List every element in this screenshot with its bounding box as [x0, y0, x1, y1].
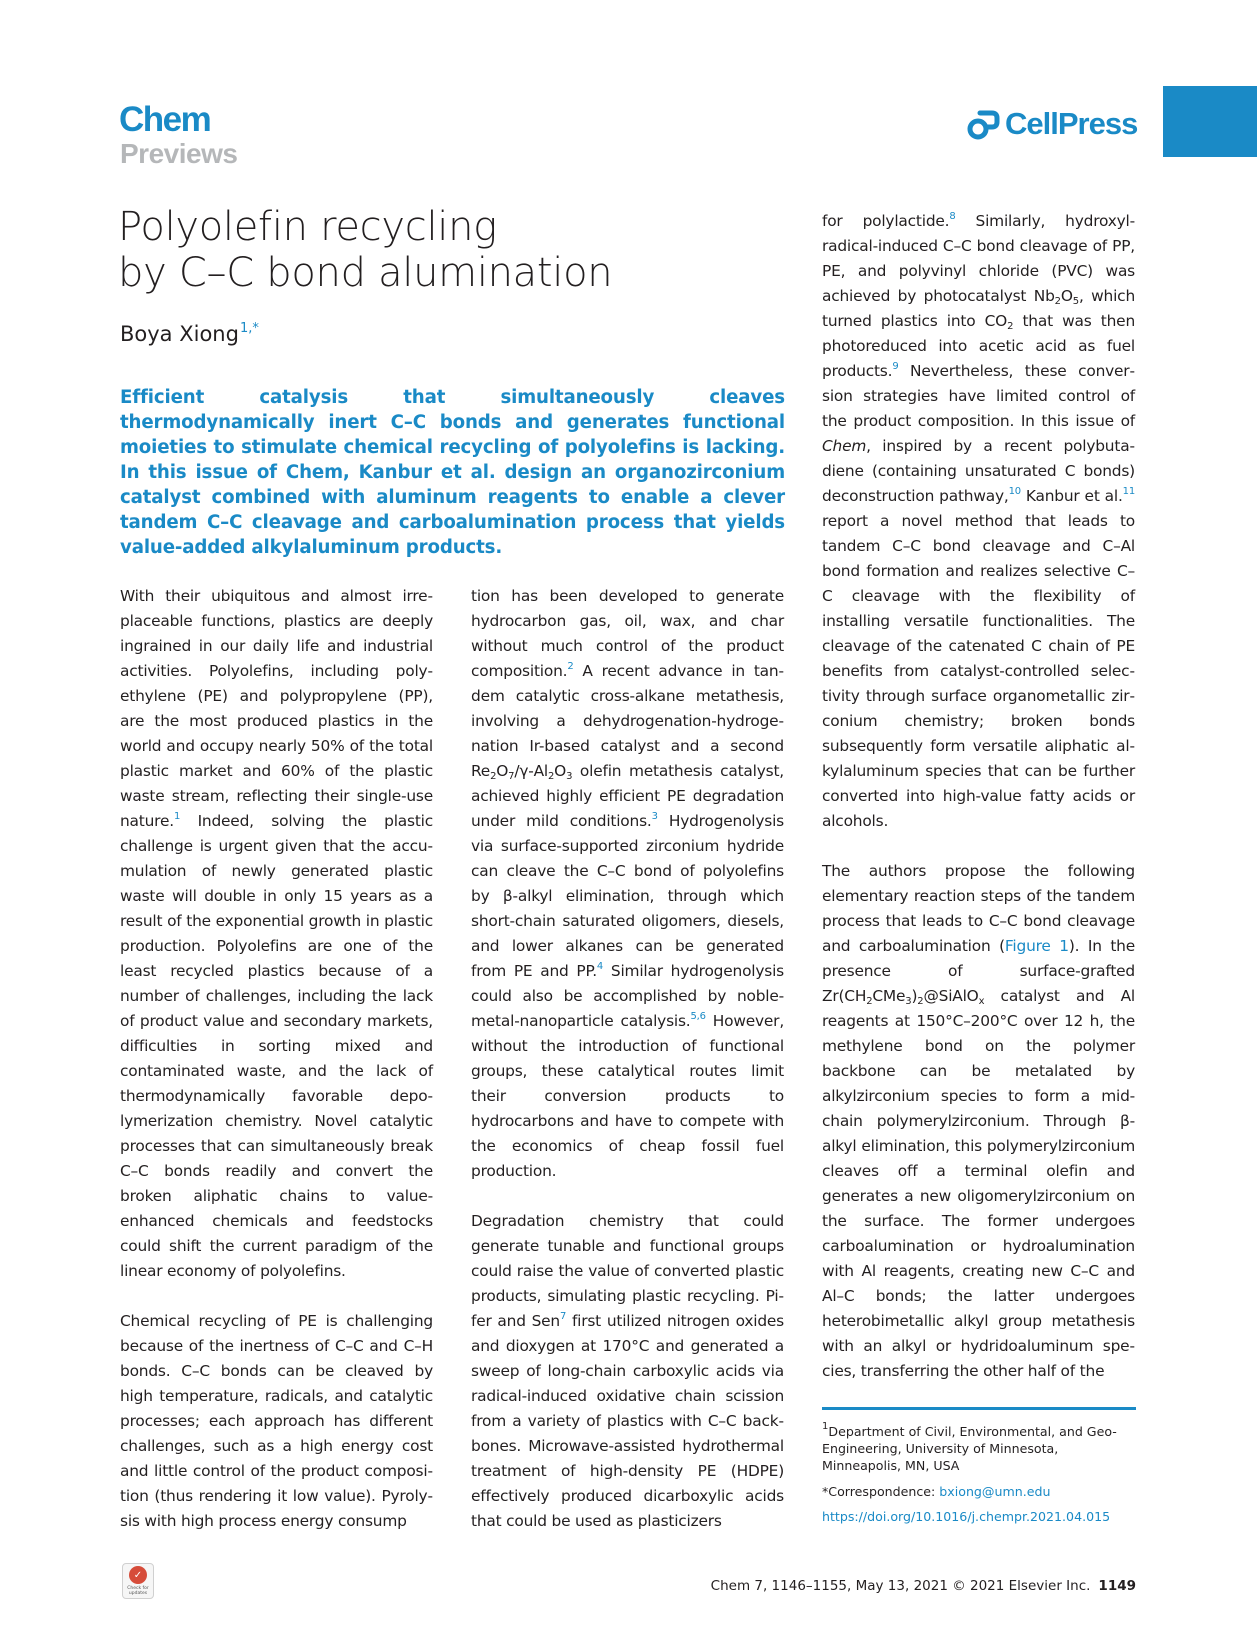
- section-label: Previews: [120, 138, 238, 169]
- article-title: [118, 204, 798, 296]
- reference-link[interactable]: 9: [892, 361, 899, 372]
- paragraph-degradation: Degradation chemistry that could generate tunable and functional groups could raise the value of converted plastic products, simulating plastic recycling. Pifer and Sen$^7$ first utilized nitrogen oxides and dioxygen at 170°C and generated a sweep of long-chain carboxylic acids via radical-induced oxidative chain scission from a variety of plastics with C–C backbones. Microwave-assisted hydrothermal treatment of high-density PE (HDPE) effectively produced dicarboxylic acids that could be used as plasticizers: [471, 1212, 784, 1530]
- title-line-1: Polyolefin recycling: [118, 204, 497, 250]
- reference-link[interactable]: 8: [949, 211, 956, 222]
- body-column-2: [471, 584, 784, 1534]
- author-name: Boya Xiong: [120, 322, 239, 346]
- article-summary: Efficient catalysis that simultaneously cleaves thermodynamically inert C–C bonds and generates functional moieties to stimulate chemical recycling of polyolefins is lacking. In this issue of Chem, Kanbur et al. design an organozirconium catalyst combined with aluminum reagents to enable a clever tandem C–C cleavage and carboalumination process that yields value-added alkylaluminum products.: [120, 387, 785, 558]
- check-for-updates-badge[interactable]: [122, 1563, 154, 1599]
- paragraph-chemical-recycling: Chemical recycling of PE is challenging because of the inertness of C–C and C–H bonds. C–C bonds can be cleaved by high temperature, radicals, and catalytic processes; each approach has different challenges, such as a high energy cost and little control of the product composition (thus rendering it low value). Pyrolysis with high process energy consump: [120, 1312, 433, 1530]
- body-column-3: [822, 209, 1135, 1384]
- badge-label: Check for updates: [127, 1586, 149, 1596]
- publisher-logo: [966, 104, 1137, 144]
- corner-tab: [1163, 86, 1257, 157]
- email-link[interactable]: bxiong@umn.edu: [939, 1484, 1051, 1499]
- cellpress-icon: [966, 107, 1000, 141]
- reference-link[interactable]: 10: [1008, 486, 1021, 497]
- journal-logo: Chem: [119, 100, 211, 139]
- check-icon: ✓: [129, 1566, 147, 1584]
- correspondence-note: *Correspondence: bxiong@umn.edu: [822, 1484, 1051, 1499]
- paragraph-conversion: for polylactide.$^8$ Similarly, hydroxyl-radical-induced C–C bond cleavage of PP, PE, and polyvinyl chloride (PVC) was achieved by photocatalyst $Nb_2O_5$, which turned plastics into $CO_2$ that was then photoreduced into acetic acid as fuel products.$^9$ Nevertheless, these conversion strategies have limited control of the product composition. In this issue of Chem, inspired by a recent polybutadiene (containing unsaturated C bonds) deconstruction pathway,$^{10}$ Kanbur et al.$^{11}$ report a novel method that leads to tandem C–C bond cleavage and C–Al bond formation and realizes selective C–C cleavage with the flexibility of installing versatile functionalities. The cleavage of the catenated C chain of PE benefits from catalyst-controlled selectivity through surface organometallic zirconium chemistry; broken bonds subsequently form versatile aliphatic alkylaluminum species that can be further converted into high-value fatty acids or alcohols.: [822, 211, 1135, 830]
- reference-link[interactable]: 3: [651, 811, 658, 822]
- citation: Chem 7, 1146–1155, May 13, 2021 © 2021 Elsevier Inc.: [710, 1578, 1091, 1594]
- reference-link[interactable]: 4: [596, 961, 604, 972]
- title-line-2: by C–C bond alumination: [118, 250, 613, 296]
- author-affiliation-mark: 1,*: [239, 321, 259, 336]
- figure-link[interactable]: Figure 1: [1004, 937, 1069, 955]
- footnote-divider: [822, 1407, 1136, 1410]
- page-number: 1149: [1098, 1578, 1136, 1594]
- page-footer: [711, 1578, 1136, 1594]
- reference-link[interactable]: 2: [567, 661, 574, 672]
- paragraph-intro: With their ubiquitous and almost irreplaceable functions, plastics are deeply ingrained in our daily life and industrial activities. Polyolefins, including polyethylene (PE) and polypropylene (PP), are the most produced plastics in the world and occupy nearly 50% of the total plastic market and 60% of the plastic waste stream, reflecting their single-use nature.$^1$ Indeed, solving the plastic challenge is urgent given that the accumulation of newly generated plastic waste will double in only 15 years as a result of the exponential growth in plastic production. Polyolefins are one of the least recycled plastics because of a number of challenges, including the lack of product value and secondary markets, difficulties in sorting mixed and contaminated waste, and the lack of thermodynamically favorable depolymerization chemistry. Novel catalytic processes that can simultaneously break C–C bonds readily and convert the broken aliphatic chains to value-enhanced chemicals and feedstocks could shift the current paradigm of the linear economy of polyolefins.: [120, 587, 433, 1280]
- footnotes: [822, 1423, 1136, 1525]
- affiliation-note: $^1$Department of Civil, Environmental, and Geo-Engineering, University of Minnesota, Minneapolis, MN, USA: [822, 1421, 1117, 1473]
- publisher-name: CellPress: [1005, 106, 1138, 141]
- reference-link[interactable]: 1: [173, 811, 181, 822]
- paragraph-pyrolysis-cont: tion has been developed to generate hydrocarbon gas, oil, wax, and char without much control of the product composition.$^2$ A recent advance in tandem catalytic cross-alkane metathesis, involving a dehydrogenation-hydrogenation Ir-based catalyst and a second $Re_2O_7/\gamma-Al_2O_3$ olefin metathesis catalyst, achieved highly efficient PE degradation under mild conditions.$^3$ Hydrogenolysis via surface-supported zirconium hydride can cleave the C–C bond of polyolefins by β-alkyl elimination, through which short-chain saturated oligomers, diesels, and lower alkanes can be generated from PE and PP.$^4$ Similar hydrogenolysis could also be accomplished by noble-metal-nanoparticle catalysis.$^{5,6}$ However, without the introduction of functional groups, these catalytical routes limit their conversion products to hydrocarbons and have to compete with the economics of cheap fossil fuel production.: [471, 587, 785, 1180]
- reference-link[interactable]: 7: [559, 1311, 567, 1322]
- author-line: [120, 321, 259, 346]
- reference-link[interactable]: 11: [1122, 486, 1135, 497]
- paragraph-mechanism: The authors propose the following elementary reaction steps of the tandem process that leads to C–C bond cleavage and carboalumination (Figure 1). In the presence of surface-grafted $Zr(CH_2CMe_3)_2@SiAlO_x$ catalyst and Al reagents at 150°C–200°C over 12 h, the methylene bond on the polymer backbone can be metalated by alkylzirconium species to form a mid-chain polymerylzirconium. Through β-alkyl elimination, this polymerylzirconium cleaves off a terminal olefin and generates a new oligomerylzirconium on the surface. The former undergoes carboalumination or hydroalumination with Al reagents, creating new C–C and Al–C bonds; the latter undergoes heterobimetallic alkyl group metathesis with an alkyl or hydridoaluminum species, transferring the other half of the: [822, 862, 1136, 1380]
- doi-link[interactable]: https://doi.org/10.1016/j.chempr.2021.04.015: [822, 1509, 1111, 1524]
- reference-link[interactable]: 5,6: [690, 1011, 706, 1022]
- body-column-1: [120, 584, 433, 1534]
